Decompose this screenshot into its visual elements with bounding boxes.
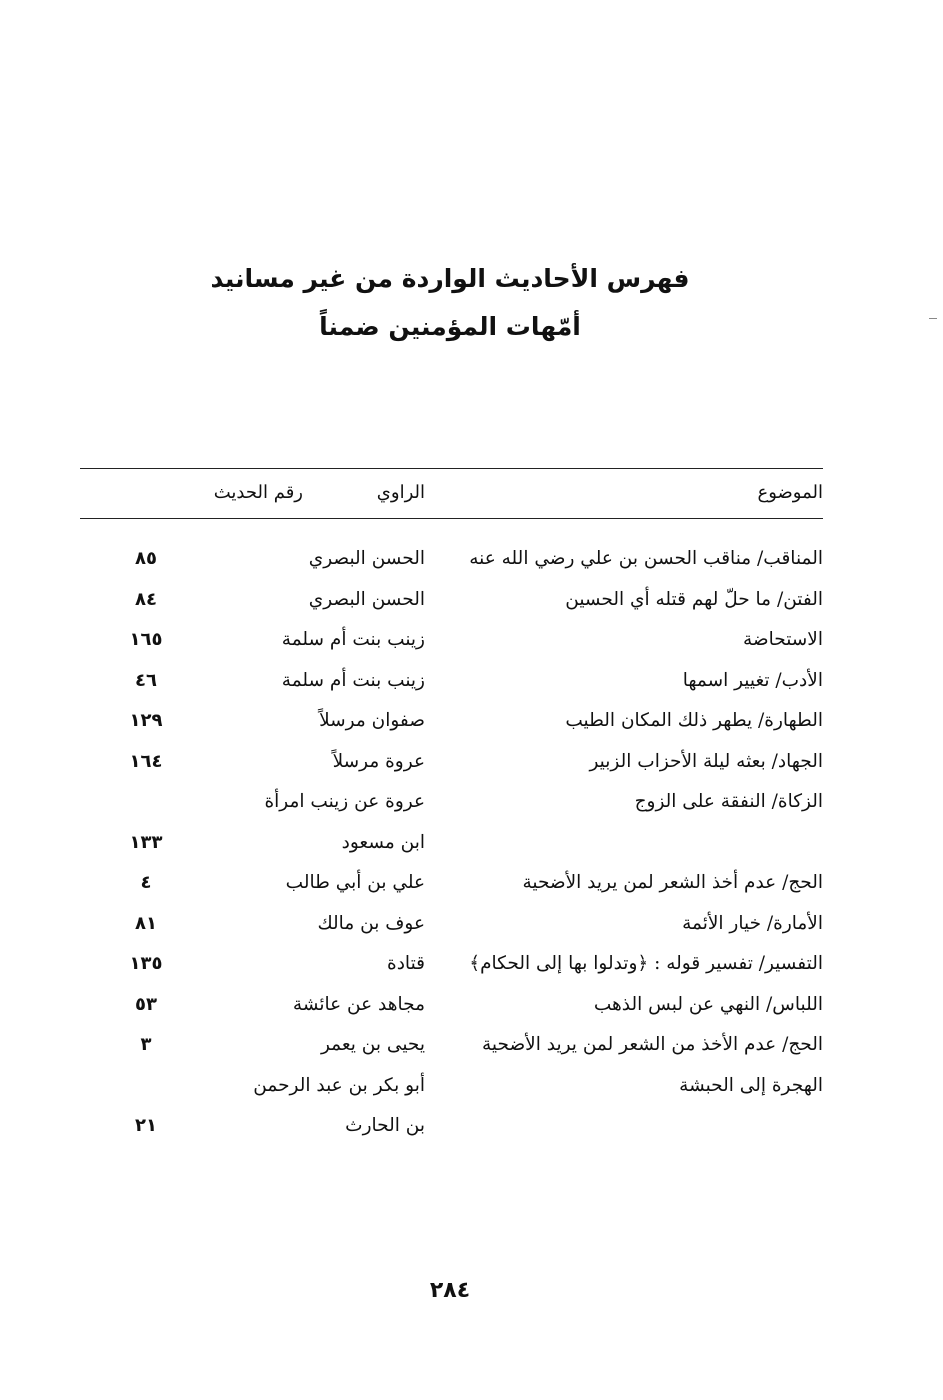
table-row	[80, 629, 823, 670]
page-number: ٢٨٤	[429, 1278, 471, 1303]
index-title-line-1: فهرس الأحاديث الواردة من غير مسانيد	[210, 264, 690, 293]
margin-mark	[929, 318, 937, 319]
header-hadith-number: رقم الحديث	[213, 482, 303, 503]
row-subject: الجهاد/ بعثه ليلة الأحزاب الزبير	[589, 750, 823, 772]
row-hadith-number: ٤٦	[135, 669, 157, 691]
row-narrator: أبو بكر بن عبد الرحمن	[253, 1074, 425, 1096]
row-subject: الأدب/ تغيير اسمها	[682, 669, 823, 691]
row-narrator: عروة مرسلاً	[332, 750, 425, 772]
header-narrator: الراوي	[376, 482, 425, 503]
row-subject: الطهارة/ يطهر ذلك المكان الطيب	[565, 710, 823, 731]
row-narrator: قتادة	[387, 953, 425, 974]
row-narrator: يحيى بن يعمر	[320, 1034, 425, 1055]
table-row	[80, 670, 823, 711]
row-hadith-number: ٨٤	[135, 588, 157, 610]
table-row	[80, 548, 823, 589]
table-row	[80, 953, 823, 994]
index-title-line-2: أمّهات المؤمنين ضمناً	[319, 312, 581, 341]
table-header-rule	[80, 518, 823, 519]
row-subject: الزكاة/ النفقة على الزوج	[634, 791, 823, 812]
row-narrator: عروة عن زينب امرأة	[264, 791, 425, 812]
row-subject: الهجرة إلى الحبشة	[679, 1074, 823, 1096]
table-row	[80, 1034, 823, 1075]
row-subject: اللباس/ النهي عن لبس الذهب	[593, 993, 823, 1015]
row-subject: الحج/ عدم أخذ الشعر لمن يريد الأضحية	[522, 872, 823, 893]
row-subject: الحج/ عدم الأخذ من الشعر لمن يريد الأضحية	[482, 1034, 823, 1055]
row-narrator: علي بن أبي طالب	[285, 872, 425, 893]
row-hadith-number: ١٢٩	[129, 710, 163, 731]
table-row	[80, 791, 823, 832]
table-row	[80, 872, 823, 913]
row-hadith-number: ٥٣	[135, 993, 157, 1015]
table-row	[80, 1075, 823, 1116]
row-hadith-number: ١٣٥	[129, 953, 163, 974]
table-row	[80, 994, 823, 1035]
row-narrator: زينب بنت أم سلمة	[281, 669, 425, 691]
row-subject: المناقب/ مناقب الحسن بن علي رضي الله عنه	[469, 548, 823, 569]
row-hadith-number: ٢١	[135, 1115, 157, 1136]
row-hadith-number: ١٣٣	[129, 831, 163, 853]
row-subject: الفتن/ ما حلّ لهم قتله أي الحسين	[565, 588, 823, 610]
table-top-rule	[80, 468, 823, 469]
row-narrator: ابن مسعود	[341, 831, 425, 853]
row-narrator: الحسن البصري	[308, 588, 425, 610]
row-narrator: بن الحارث	[345, 1115, 425, 1136]
row-hadith-number: ١٦٥	[129, 629, 163, 650]
row-hadith-number: ٨٥	[135, 548, 157, 569]
row-narrator: صفوان مرسلاً	[319, 710, 425, 731]
row-hadith-number: ٤	[140, 872, 152, 893]
row-narrator: مجاهد عن عائشة	[292, 993, 425, 1015]
row-subject: الاستحاضة	[743, 629, 823, 650]
hadith-index-table	[80, 548, 823, 1156]
row-hadith-number: ٨١	[135, 912, 157, 934]
table-row	[80, 589, 823, 630]
row-narrator: زينب بنت أم سلمة	[281, 629, 425, 650]
row-narrator: عوف بن مالك	[317, 912, 425, 934]
table-row	[80, 710, 823, 751]
table-row	[80, 1115, 823, 1156]
row-narrator: الحسن البصري	[308, 548, 425, 569]
row-hadith-number: ١٦٤	[129, 750, 163, 772]
header-subject: الموضوع	[757, 482, 823, 503]
table-row	[80, 751, 823, 792]
table-header	[80, 482, 823, 512]
row-subject: التفسير/ تفسير قوله : ﴿وتدلوا بها إلى الحكام﴾	[469, 953, 823, 974]
table-row	[80, 913, 823, 954]
row-subject: الأمارة/ خيار الأئمة	[682, 912, 823, 934]
table-row	[80, 832, 823, 873]
row-hadith-number: ٣	[140, 1034, 152, 1055]
